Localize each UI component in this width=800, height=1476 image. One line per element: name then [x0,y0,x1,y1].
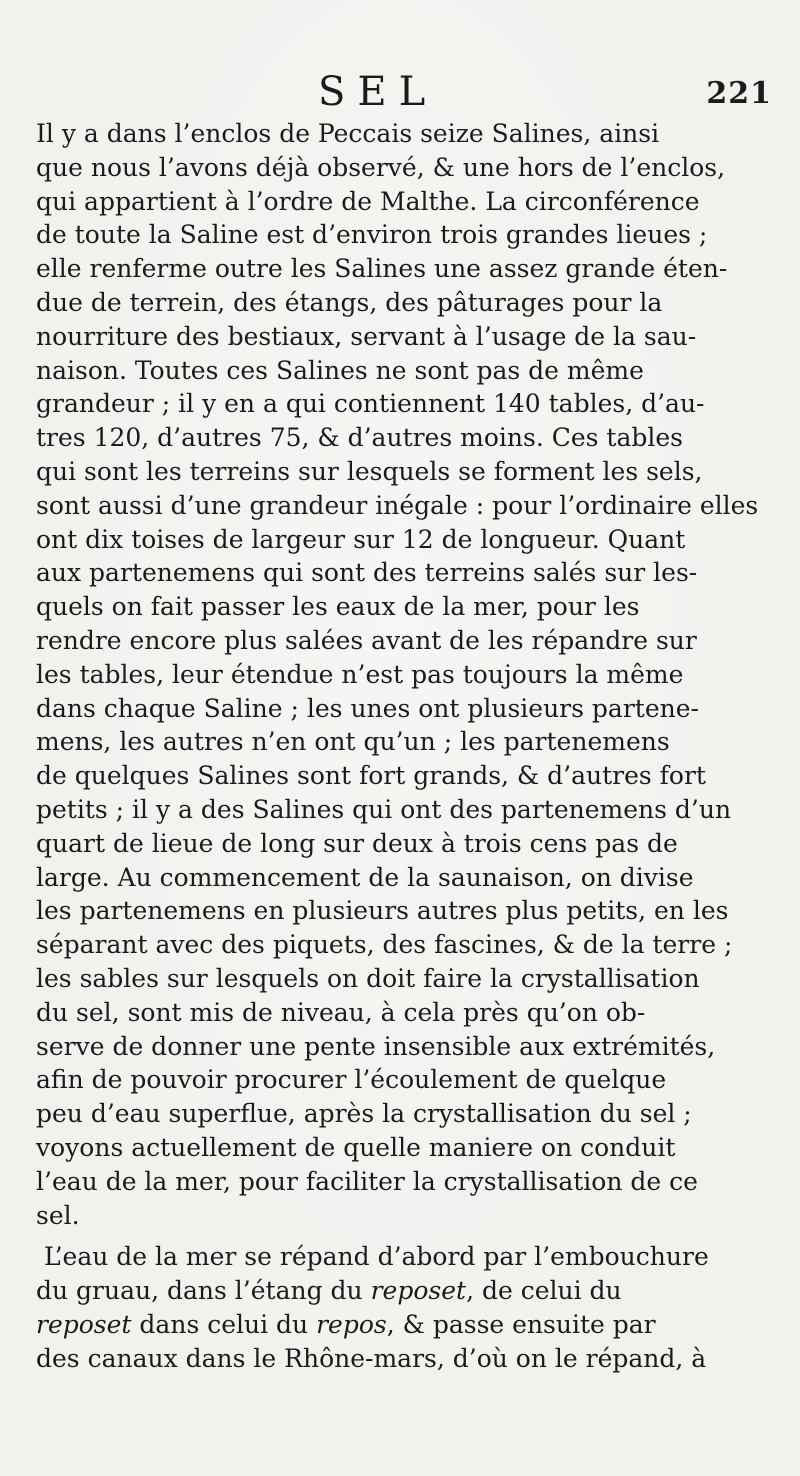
text-line: de toute la Saline est d’environ trois grandes lieues ; [36,220,708,250]
text-line: qui sont les terreins sur lesquels se forment les sels, [36,456,703,486]
text-line: les partenemens en plusieurs autres plus petits, en les [36,896,729,926]
paragraph-2 [36,1240,776,1375]
italic-term: reposet [370,1276,467,1306]
text-line: voyons actuellement de quelle maniere on conduit [36,1132,676,1162]
text-line: les tables, leur étendue n’est pas toujours la même [36,659,684,689]
paragraph-1 [36,117,776,1232]
text-line: naison. Toutes ces Salines ne sont pas de même [36,355,644,385]
text-line: petits ; il y a des Salines qui ont des partenemens d’un [36,794,732,824]
text-line: ont dix toises de largeur sur 12 de longueur. Quant [36,524,686,554]
text-line: des canaux dans le Rhône-mars, d’où on le répand, à [36,1343,707,1373]
text-run: du gruau, dans l’étang du [36,1276,363,1306]
text-line [36,1308,776,1342]
text-line: Il y a dans l’enclos de Peccais seize Salines, ainsi [36,119,660,148]
page-number: 221 [706,76,772,111]
text-line: elle renferme outre les Salines une assez grande éten- [36,254,728,284]
text-line: tres 120, d’autres 75, & d’autres moins. Ces tables [36,423,683,453]
text-line: grandeur ; il y en a qui contiennent 140 tables, d’au- [36,389,705,419]
text-line: L’eau de la mer se répand d’abord par l’embouchure [44,1242,709,1272]
text-line: peu d’eau superflue, après la crystallisation du sel ; [36,1099,692,1129]
text-line: aux partenemens qui sont des terreins salés sur les- [36,558,698,588]
text-line [36,1274,776,1308]
text-line: du sel, sont mis de niveau, à cela près qu’on ob- [36,997,646,1027]
text-line: mens, les autres n’en ont qu’un ; les partenemens [36,727,670,757]
page-header [0,68,800,118]
text-line: qui appartient à l’ordre de Malthe. La circonférence [36,186,700,216]
italic-term: reposet [36,1309,132,1339]
text-line: quart de lieue de long sur deux à trois cens pas de [36,828,678,858]
text-line: rendre encore plus salées avant de les répandre sur [36,625,697,655]
text-line: sel. [36,1200,80,1230]
text-line: afin de pouvoir procurer l’écoulement de quelque [36,1065,667,1095]
text-line: de quelques Salines sont fort grands, & d’autres fort [36,761,706,791]
text-line: quels on fait passer les eaux de la mer, pour les [36,592,640,622]
text-line: l’eau de la mer, pour faciliter la crystallisation de ce [36,1166,698,1196]
text-line: les sables sur lesquels on doit faire la crystallisation [36,963,700,993]
text-line: serve de donner une pente insensible aux extrémités, [36,1031,716,1061]
text-line: large. Au commencement de la saunaison, on divise [36,862,694,892]
text-run: , & passe ensuite par [386,1309,656,1339]
text-line: dans chaque Saline ; les unes ont plusieurs partene- [36,693,699,723]
text-line: due de terrein, des étangs, des pâturages pour la [36,287,663,317]
running-head: SEL [318,69,438,115]
text-line: que nous l’avons déjà observé, & une hors de l’enclos, [36,152,726,182]
text-line: sont aussi d’une grandeur inégale : pour l’ordinaire elles [36,490,759,520]
body-text [36,117,776,1375]
text-run: , de celui du [466,1276,622,1306]
text-run: dans celui du [131,1309,317,1339]
text-line: nourriture des bestiaux, servant à l’usage de la sau- [36,321,697,351]
text-line: séparant avec des piquets, des fascines, & de la terre ; [36,930,733,960]
italic-term: repos [316,1309,387,1339]
